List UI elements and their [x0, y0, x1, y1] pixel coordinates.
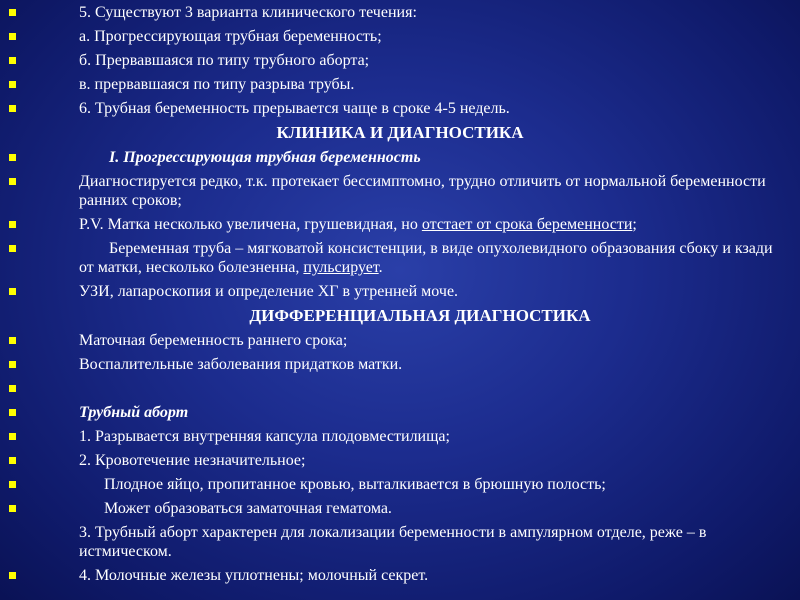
item-text: 2. Кровотечение незначительное; [79, 452, 306, 469]
bullet-icon [9, 9, 16, 16]
bullet-icon [9, 433, 16, 440]
bullet-icon [9, 288, 16, 295]
item-text: Может образоваться заматочная гематома. [104, 500, 392, 517]
bullet-icon [9, 33, 16, 40]
bullet-icon [9, 572, 16, 579]
item-text-part: . [378, 259, 383, 276]
item-text: Трубный аборт [79, 404, 189, 421]
item-text [79, 239, 779, 277]
item-text: Маточная беременность раннего срока; [79, 332, 348, 349]
bullet-icon [9, 81, 16, 88]
bullet-icon [9, 457, 16, 464]
item-text: Диагностируется редко, т.к. протекает бессимптомно, трудно отличить от нормальной беременности ранних сроков; [79, 173, 766, 209]
bullet-icon [9, 221, 16, 228]
item-text: а. Прогрессирующая трубная беременность; [79, 28, 382, 45]
item-text: 6. Трубная беременность прерывается чаще в сроке 4-5 недель. [79, 100, 510, 117]
bullet-icon [9, 505, 16, 512]
bullet-icon [9, 105, 16, 112]
underlined-text: отстает от срока беременности [421, 216, 633, 233]
bullet-icon [9, 57, 16, 64]
item-text: 5. Существуют 3 варианта клинического течения: [79, 4, 417, 21]
item-text: 4. Молочные железы уплотнены; молочный секрет. [79, 567, 429, 584]
bullet-icon [9, 154, 16, 161]
item-text: б. Прервавшаяся по типу трубного аборта; [79, 52, 370, 69]
item-text: 3. Трубный аборт характерен для локализации беременности в ампулярном отделе, реже – в истмическом. [79, 524, 707, 560]
bullet-icon [9, 245, 16, 252]
heading-differential: ДИФФЕРЕНЦИАЛЬНАЯ ДИАГНОСТИКА [249, 306, 591, 325]
item-text: 1. Разрывается внутренняя капсула плодовместилища; [79, 428, 450, 445]
item-text-part: P.V. Матка несколько увеличена, грушевидная, но [79, 216, 422, 233]
item-text [79, 215, 637, 234]
item-text: в. прервавшаяся по типу разрыва трубы. [79, 76, 355, 93]
heading-clinic: КЛИНИКА И ДИАГНОСТИКА [276, 123, 524, 142]
item-text: Плодное яйцо, пропитанное кровью, выталкивается в брюшную полость; [104, 476, 606, 493]
underlined-text: пульсирует [303, 259, 379, 276]
bullet-icon [9, 409, 16, 416]
bullet-icon [9, 385, 16, 392]
bullet-icon [9, 361, 16, 368]
item-text-part: ; [632, 216, 637, 233]
bullet-icon [9, 481, 16, 488]
bullet-icon [9, 178, 16, 185]
item-text: I. Прогрессирующая трубная беременность [109, 149, 421, 166]
item-text: УЗИ, лапароскопия и определение ХГ в утренней моче. [79, 283, 459, 300]
item-text: Воспалительные заболевания придатков матки. [79, 356, 403, 373]
bullet-icon [9, 337, 16, 344]
item-text-part: Беременная труба – мягковатой консистенции, в виде опухолевидного образования сбоку и кзади от матки, несколько болезненна, [79, 240, 773, 276]
